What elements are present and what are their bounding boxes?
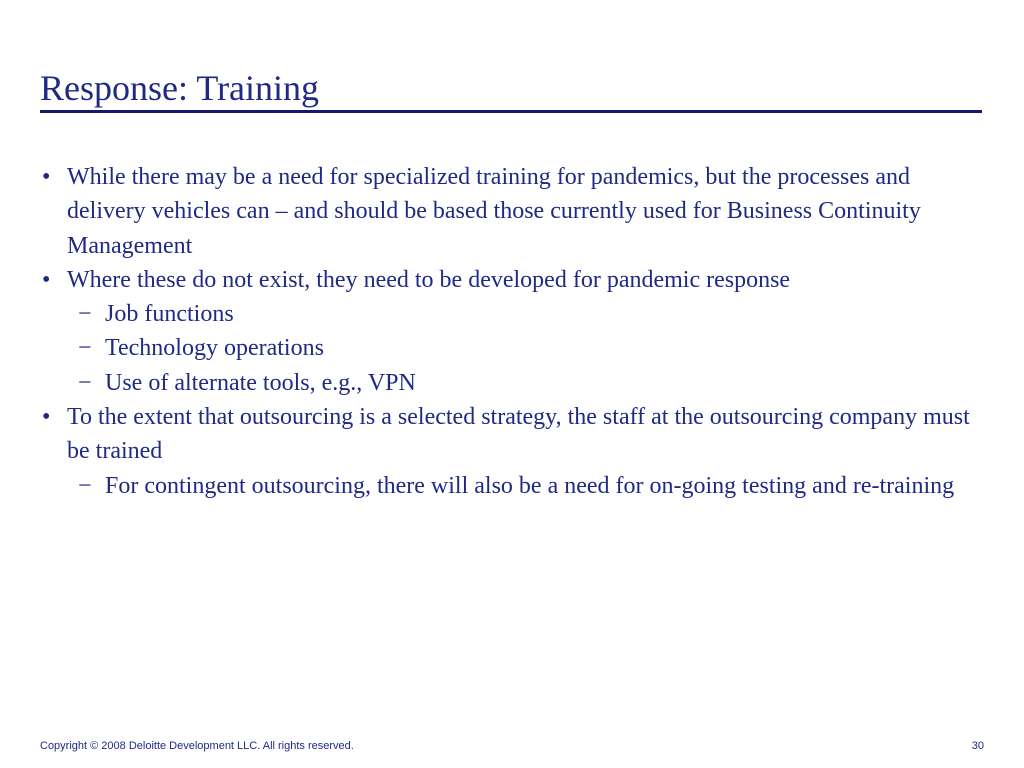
slide-title: Response: Training	[40, 68, 320, 108]
bullet-item-2	[40, 263, 990, 297]
bullet-text: To the extent that outsourcing is a selected strategy, the staff at the outsourcing company must be trained	[67, 404, 970, 465]
bullet-item-1	[40, 160, 990, 263]
sub-bullet-marker: −	[78, 472, 92, 499]
sub-bullet-text: For contingent outsourcing, there will also be a need for on-going testing and re-training	[105, 472, 955, 499]
sub-bullet-item	[40, 297, 990, 331]
bullet-marker: •	[42, 164, 51, 190]
title-underline	[40, 110, 982, 113]
sub-bullet-text: Job functions	[105, 301, 234, 328]
bullet-text: While there may be a need for specialized training for pandemics, but the processes and delivery vehicles can – and should be based those currently used for Business Continuity Management	[67, 164, 921, 259]
sub-bullet-item	[40, 331, 990, 365]
sub-bullet-marker: −	[78, 301, 92, 328]
sub-bullet-item	[40, 366, 990, 400]
sub-bullet-marker: −	[78, 369, 92, 396]
bullet-marker: •	[42, 404, 51, 431]
bullet-text: Where these do not exist, they need to be developed for pandemic response	[67, 266, 791, 293]
bullet-marker: •	[42, 266, 51, 293]
bullet-item-3	[40, 400, 990, 469]
slide-content	[40, 160, 990, 503]
sub-bullet-marker: −	[78, 335, 92, 362]
sub-bullet-item	[40, 469, 990, 503]
sub-bullet-text: Use of alternate tools, e.g., VPN	[105, 369, 416, 396]
footer-page-number: 30	[971, 740, 984, 752]
sub-bullet-text: Technology operations	[105, 335, 324, 362]
footer-copyright: Copyright © 2008 Deloitte Development LLC. All rights reserved.	[40, 740, 354, 752]
